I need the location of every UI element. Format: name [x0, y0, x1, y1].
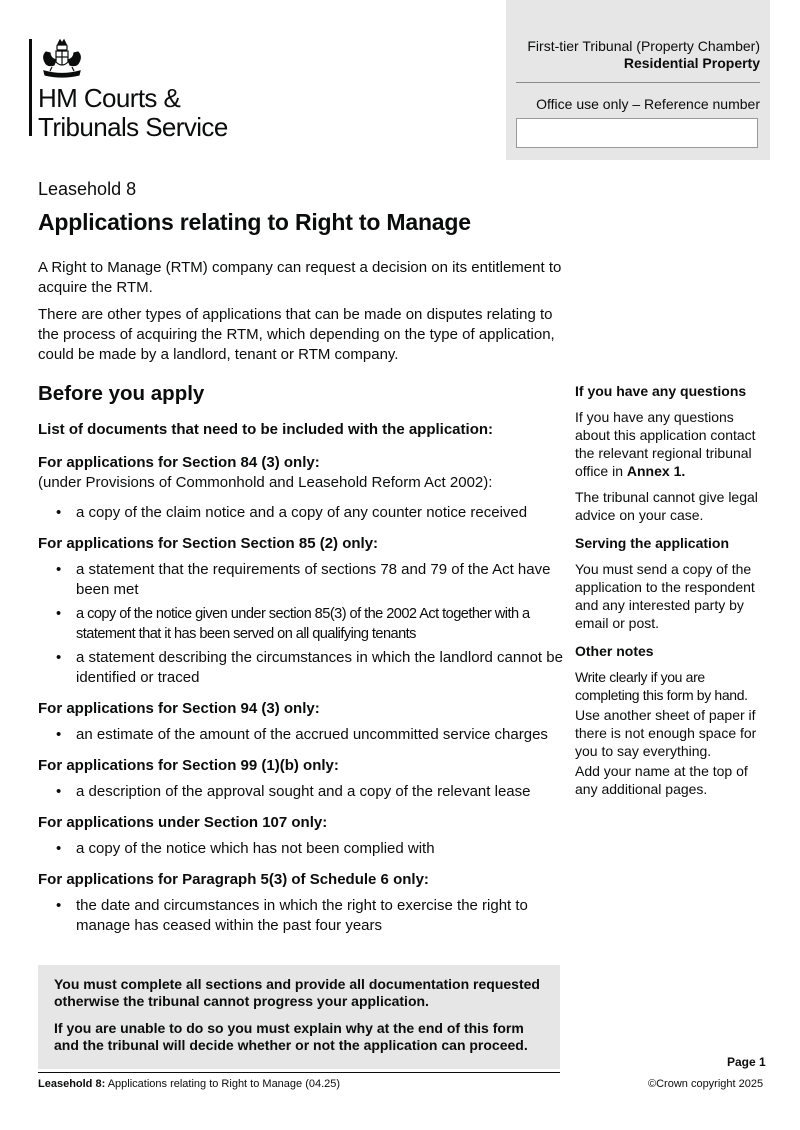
notice-paragraph: You must complete all sections and provide all documentation requested otherwise the tribunal cannot progress your application. — [54, 976, 540, 1009]
reference-number-label: Office use only – Reference number — [536, 96, 760, 112]
list-item: • a statement that the requirements of sections 78 and 79 of the Act have been met — [38, 560, 563, 600]
copyright-notice: ©Crown copyright 2025 — [648, 1078, 764, 1090]
list-item: • the date and circumstances in which the right to exercise the right to manage has ceased within the past four years — [38, 896, 563, 936]
questions-text: If you have any questions about this application contact the relevant regional tribunal office in — [575, 409, 756, 479]
list-item: • a description of the approval sought and a copy of the relevant lease — [38, 782, 563, 802]
requirement-list — [38, 503, 563, 523]
requirement-heading: For applications for Section 99 (1)(b) only: — [38, 757, 339, 774]
sidebar-questions-text — [575, 408, 765, 480]
requirement-heading: For applications for Section 94 (3) only: — [38, 700, 320, 717]
requirement-list — [38, 839, 563, 859]
serving-text: You must send a copy of the application to the respondent and any interested party by email or post. — [575, 561, 755, 631]
legal-advice-text: The tribunal cannot give legal advice on your case. — [575, 489, 758, 523]
requirement-heading: For applications for Section Section 85 (2) only: — [38, 535, 379, 552]
documents-heading: List of documents that need to be included with the application: — [38, 421, 494, 438]
requirement-list — [38, 725, 563, 745]
note-item: Write clearly if you are completing this form by hand. — [575, 669, 748, 703]
guidance-sidebar — [575, 382, 765, 806]
list-item: • a copy of the claim notice and a copy of any counter notice received — [38, 503, 563, 523]
page-title: Applications relating to Right to Manage — [38, 209, 471, 235]
list-item: • a statement describing the circumstances in which the landlord cannot be identified or traced — [38, 648, 563, 688]
requirement-list — [38, 560, 563, 688]
section-heading: Before you apply — [38, 382, 205, 405]
footer-form-title: Applications relating to Right to Manage (04.25) — [107, 1078, 341, 1090]
requirement-heading: For applications under Section 107 only: — [38, 814, 328, 831]
org-name-line2: Tribunals Service — [38, 112, 228, 142]
footer-divider — [38, 1072, 560, 1073]
before-you-apply-section — [38, 382, 563, 947]
requirement-list — [38, 782, 563, 802]
list-item: • a copy of the notice given under section 85(3) of the 2002 Act together with a statement that it has been served on all qualifying tenants — [38, 604, 563, 644]
note-item: Use another sheet of paper if there is not enough space for you to say everything. — [575, 707, 757, 759]
list-item: • an estimate of the amount of the accrued uncommitted service charges — [38, 725, 563, 745]
sidebar-heading-notes: Other notes — [575, 643, 654, 659]
requirement-list — [38, 896, 563, 936]
requirement-heading: For applications for Paragraph 5(3) of Schedule 6 only: — [38, 871, 429, 888]
office-box-divider — [516, 82, 760, 83]
tribunal-chamber: First-tier Tribunal (Property Chamber) — [527, 38, 760, 54]
form-code: Leasehold 8 — [38, 179, 137, 199]
tribunal-name — [527, 38, 760, 72]
page-number: Page 1 — [727, 1055, 766, 1069]
sidebar-heading-serving: Serving the application — [575, 535, 730, 551]
sidebar-heading-questions: If you have any questions — [575, 383, 747, 399]
intro-paragraph: There are other types of applications that can be made on disputes relating to the process of acquiring the RTM, which depending on the type of application, could be made by a landlord, tenant or RTM company. — [38, 306, 555, 363]
note-item: Add your name at the top of any additional pages. — [575, 763, 748, 797]
logo-divider — [29, 39, 32, 136]
org-name-line1: HM Courts & — [38, 83, 181, 113]
office-use-panel — [506, 0, 770, 160]
tribunal-division: Residential Property — [623, 55, 760, 71]
reference-number-field[interactable] — [516, 118, 758, 148]
royal-crest-icon — [38, 38, 86, 80]
annex-reference: Annex 1. — [626, 463, 686, 479]
footer-form-label: Leasehold 8: — [38, 1078, 106, 1090]
requirement-heading: For applications for Section 84 (3) only: — [38, 454, 320, 471]
requirement-note: (under Provisions of Commonhold and Leasehold Reform Act 2002): — [38, 474, 493, 491]
completion-notice — [38, 965, 560, 1069]
list-item: • a copy of the notice which has not been complied with — [38, 839, 563, 859]
notice-paragraph: If you are unable to do so you must explain why at the end of this form and the tribunal will decide whether or not the application can proceed. — [54, 1020, 528, 1053]
organisation-name — [38, 84, 228, 142]
footer-form-reference — [38, 1078, 340, 1090]
intro-paragraph: A Right to Manage (RTM) company can request a decision on its entitlement to acquire the RTM. — [38, 259, 562, 296]
